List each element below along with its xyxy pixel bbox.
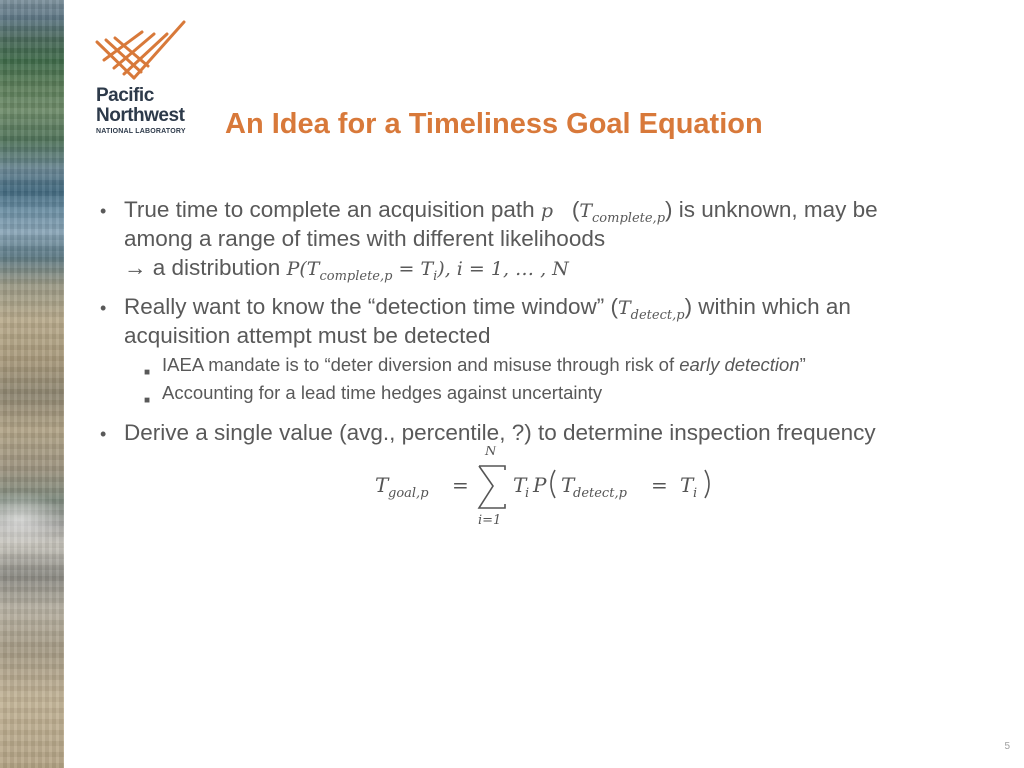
distribution-text: → a distribution [124, 255, 281, 280]
bullet-dot: • [100, 201, 107, 221]
sigma-symbol [479, 466, 505, 508]
eq-rhs-Ti: T [513, 473, 527, 497]
var-T: T [579, 200, 593, 222]
sub-bullet-1-em: early detection [679, 354, 800, 375]
slide-title: An Idea for a Timeliness Goal Equation [225, 108, 763, 140]
logo-line3: NATIONAL LABORATORY [96, 128, 186, 135]
eq-lhs-T: T [375, 473, 389, 497]
bullet-dot: • [100, 424, 107, 444]
bullet-dot: • [100, 298, 107, 318]
sub-bullet-square: ■ [144, 367, 151, 378]
var-p: p [540, 200, 554, 222]
eq-sum-top: N [485, 446, 497, 459]
math-P-T: P(T [286, 258, 320, 280]
math-eq-T: = T [392, 258, 434, 280]
eq-sum-bottom: i=1 [478, 513, 502, 528]
bullet-1-text-a: True time to complete an acquisition path [124, 197, 535, 222]
subscript-complete-p: complete,p [592, 210, 666, 226]
eq-rhs-T2: T [680, 473, 694, 497]
sub-bullet-1-post: ” [799, 354, 806, 375]
bullet-2-line2: acquisition attempt must be detected [124, 323, 491, 348]
side-photo-strip [0, 0, 64, 768]
sub-bullet-1 [162, 350, 806, 379]
eq-rhs-sub: detect,p [573, 486, 627, 501]
bullet-2-text-b: ) within which an [684, 294, 851, 319]
eq-lhs-sub: goal,p [388, 486, 429, 501]
subscript-detect-p: detect,p [630, 307, 685, 323]
eq-rhs-P: P [533, 473, 547, 497]
bullet-1-line3 [124, 253, 569, 291]
sub-bullet-2: Accounting for a lead time hedges against uncertainty [162, 382, 603, 403]
pnnl-logo-mark [94, 20, 186, 82]
eq-paren-open [551, 470, 555, 498]
timeliness-goal-equation [375, 446, 735, 528]
logo-line2: Northwest [96, 105, 185, 126]
eq-rhs-eq: = [651, 473, 668, 497]
paren-open: ( [571, 197, 580, 222]
var-T-detect: T [617, 297, 631, 319]
eq-paren-close [705, 470, 709, 498]
bullet-2-text-a: Really want to know the “detection time window” ( [124, 294, 618, 319]
paren-close: ) [665, 197, 673, 222]
page-number: 5 [1004, 741, 1010, 752]
sub-bullet-square: ■ [144, 395, 151, 406]
eq-rhs-i2: i [693, 486, 698, 501]
logo-line1: Pacific [96, 85, 154, 106]
subscript-complete-p-2: complete,p [319, 268, 393, 284]
bullet-1-text-b: is unknown, may be [678, 197, 878, 222]
subscript-i: i [433, 268, 438, 284]
sub-bullet-1-pre: IAEA mandate is to “deter diversion and misuse through risk of [162, 354, 680, 375]
eq-rhs-T: T [561, 473, 575, 497]
bullet-1-line2: among a range of times with different likelihoods [124, 226, 606, 251]
pnnl-logo [92, 20, 192, 140]
eq-equals: = [452, 473, 469, 497]
eq-rhs-i: i [525, 486, 530, 501]
math-range: ), i = 1, … , N [437, 258, 569, 280]
bullet-3-line1: Derive a single value (avg., percentile, ?) to determine inspection frequency [124, 420, 876, 445]
